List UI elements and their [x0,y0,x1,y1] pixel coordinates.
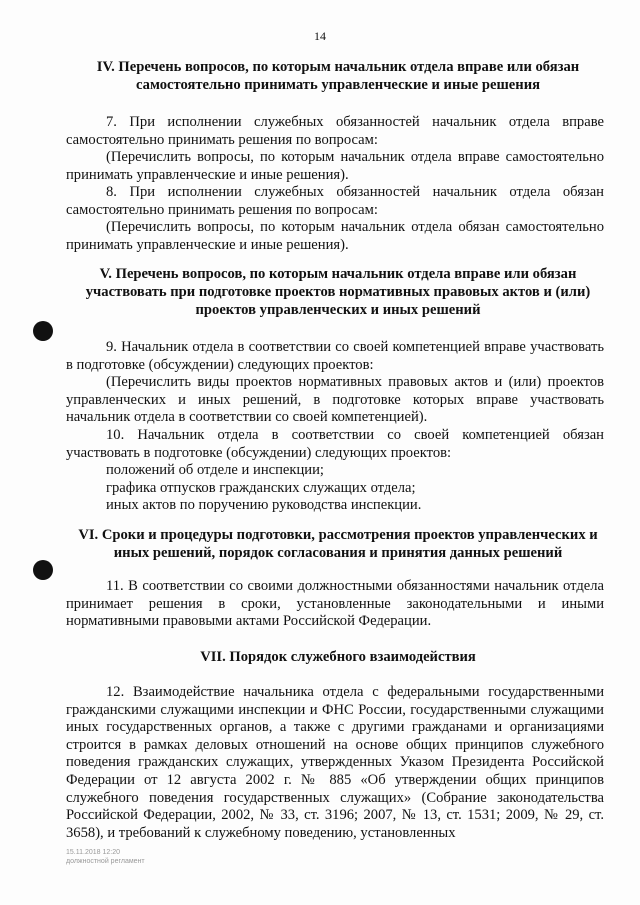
scan-stamp-line-2: должностной регламент [66,858,145,865]
section-v-title [70,265,606,319]
paragraph-10-item-3: иных актов по поручению руководства инспекции. [106,497,422,513]
paragraph-7: 7. При исполнении служебных обязанностей начальник отдела вправе самостоятельно принимать решения по вопросам: [66,114,604,148]
paragraph-10: 10. Начальник отдела в соответствии со своей компетенцией обязан участвовать в подготовке (обсуждении) следующих проектов: [66,427,604,461]
binder-hole-mark [33,321,53,341]
section-iv-title-line-2: самостоятельно принимать управленческие и иные решения [136,77,540,93]
binder-hole-mark [33,560,53,580]
paragraph-11: 11. В соответствии со своими должностными обязанностями начальник отдела принимает решения в сроки, установленные законодательными и иными нормативными правовыми актами Российской Федерации. [66,578,604,630]
section-vi-title-line-1: VI. Сроки и процедуры подготовки, рассмотрения проектов управленческих и [78,527,598,543]
paragraph-7-note: (Перечислить вопросы, по которым начальник отдела вправе самостоятельно принимать управленческие и иные решения). [66,149,604,183]
section-v-title-line-2: участвовать при подготовке проектов нормативных правовых актов и (или) [85,284,591,300]
section-vi-title-line-2: иных решений, порядок согласования и принятия данных решений [113,545,563,561]
paragraph-10-item-1: положений об отделе и инспекции; [106,462,324,478]
paragraph-8: 8. При исполнении служебных обязанностей начальник отдела обязан самостоятельно принимать решения по вопросам: [66,184,604,218]
paragraph-8-note: (Перечислить вопросы, по которым начальник отдела обязан самостоятельно принимать управленческие и иные решения). [66,219,604,253]
section-vi-title [70,526,606,562]
paragraph-9-note: (Перечислить виды проектов нормативных правовых актов и (или) проектов управленческих и иных решений, в подготовке которых вправе участвовать начальник отдела в соответствии со своей компетенцией). [66,374,604,426]
page-number: 14 [314,29,326,43]
section-iv-title [70,58,606,94]
section-vii-title: VII. Порядок служебного взаимодействия [200,649,476,665]
paragraph-9: 9. Начальник отдела в соответствии со своей компетенцией вправе участвовать в подготовке (обсуждении) следующих проектов: [66,339,604,373]
section-v-title-line-1: V. Перечень вопросов, по которым начальник отдела вправе или обязан [99,266,577,282]
section-v-title-line-3: проектов управленческих и иных решений [195,302,481,318]
scan-stamp [66,848,145,866]
scan-stamp-line-1: 15.11.2018 12:20 [66,849,120,856]
paragraph-10-item-2: графика отпусков гражданских служащих отдела; [106,480,416,496]
paragraph-12: 12. Взаимодействие начальника отдела с федеральными государственными гражданскими служащими инспекции и ФНС России, государственными служащими иных государственных органов, а также с другими гражданами и организациями строится в рамках деловых отношений на основе общих принципов служебного поведения гражданских служащих, утвержденных Указом Президента Российской Федерации от 12 августа 2002 г. № 885 «Об утверждении общих принципов служебного поведения государственных служащих» (Собрание законодательства Российской Федерации, 2002, № 33, ст. 3196; 2007, № 13, ст. 1531; 2009, № 29, ст. 3658), и требований к служебному поведению, установленных [66,684,604,841]
section-iv-title-line-1: IV. Перечень вопросов, по которым начальник отдела вправе или обязан [96,59,580,75]
